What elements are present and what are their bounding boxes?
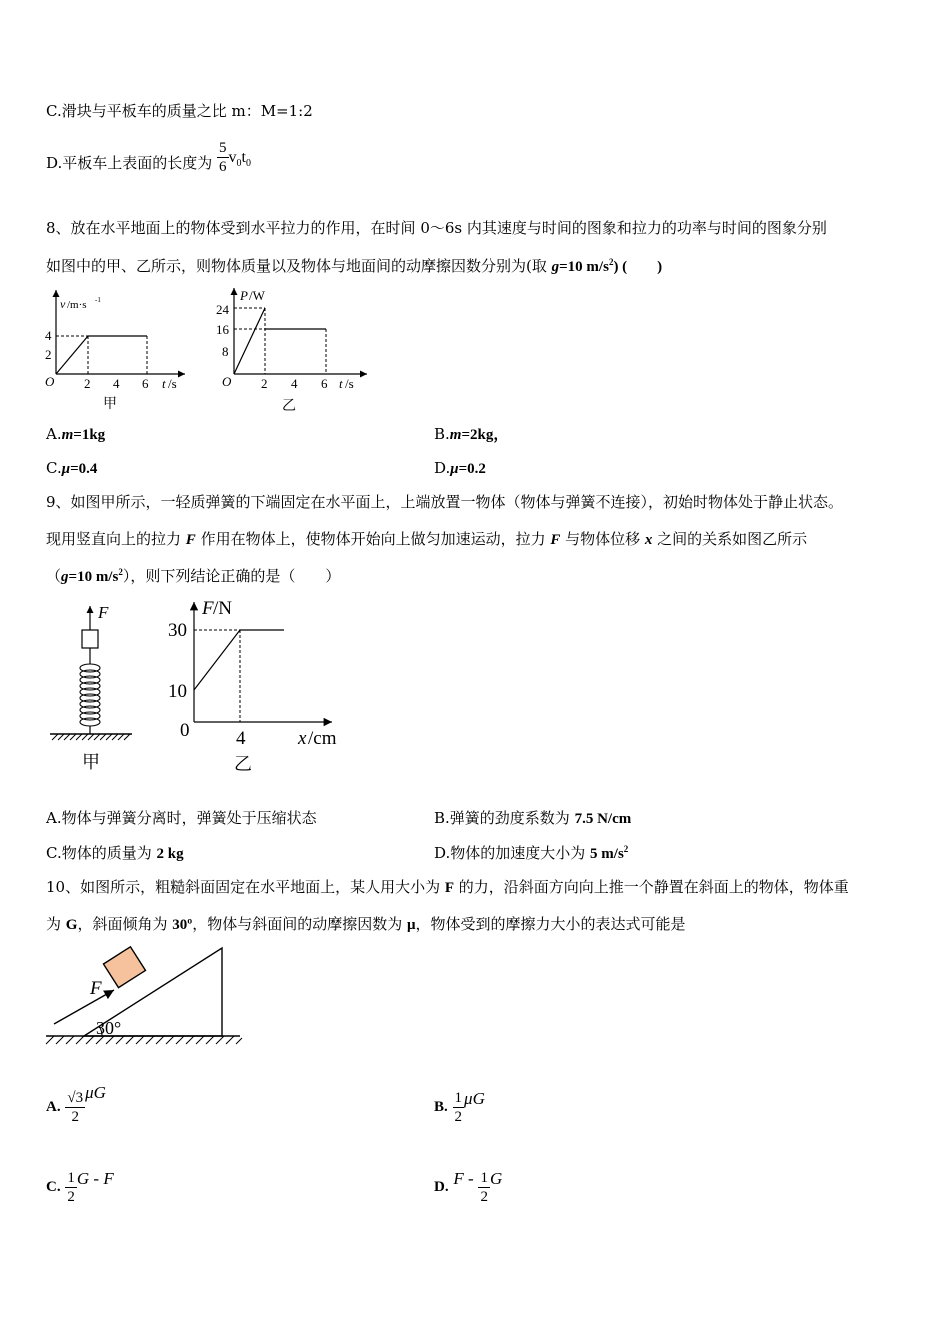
origin-label: O	[45, 374, 55, 389]
x-tick-2: 2	[84, 376, 91, 391]
angle-label: 30°	[96, 1018, 122, 1038]
x-tick-6: 6	[321, 376, 328, 391]
x-tick-4: 4	[291, 376, 298, 391]
block	[103, 947, 145, 988]
x-tick-6: 6	[142, 376, 149, 391]
svg-text:/s: /s	[168, 376, 177, 391]
svg-text:-1: -1	[95, 296, 101, 304]
x-tick-2: 2	[261, 376, 268, 391]
q8-option-d: D.μ=0.2	[434, 459, 486, 477]
q9-spring-figure	[44, 600, 144, 778]
x-axis-label: x	[298, 728, 307, 749]
y-axis-label: F	[202, 598, 214, 619]
y-axis-label: P	[240, 288, 248, 303]
power-series-rise	[234, 308, 265, 374]
graph-title-yi: 乙	[282, 399, 296, 414]
svg-text:/W: /W	[249, 288, 265, 303]
q7-option-d-text: D.平板车上表面的长度为	[46, 154, 213, 172]
q10-option-c-fraction: $\frac{1}{2}$	[67, 1169, 75, 1205]
spring-coils	[80, 664, 100, 726]
block	[82, 630, 98, 648]
x-tick-4: 4	[113, 376, 120, 391]
x-tick-4: 4	[236, 728, 246, 749]
q9-option-c: C.物体的质量为 2 kg	[46, 844, 184, 862]
y-tick-4: 4	[45, 328, 52, 343]
y-tick-10: 10	[168, 681, 187, 702]
force-series-line	[194, 630, 284, 690]
q8-power-time-graph	[212, 284, 372, 414]
q10-option-b-fraction: $\frac{1}{2}$	[454, 1089, 463, 1125]
q8-velocity-time-graph	[40, 286, 190, 414]
q8-stem-line1: 8、放在水平地面上的物体受到水平拉力的作用，在时间 0～6s 内其速度与时间的图象和拉力的功率与时间的图象分别	[46, 219, 827, 237]
q9-option-b: B.弹簧的劲度系数为 7.5 N/cm	[434, 809, 632, 827]
svg-text:/N: /N	[213, 598, 232, 619]
fraction-numerator: 5	[219, 139, 227, 156]
origin-label: 0	[180, 720, 190, 741]
fraction-denominator: 6	[219, 158, 227, 175]
y-tick-16: 16	[216, 322, 229, 337]
q9-stem-line2: 现用竖直向上的拉力 F 作用在物体上，使物体开始向上做匀加速运动，拉力 F 与物体位移 x 之间的关系如图乙所示	[46, 530, 808, 548]
q10-incline-figure	[40, 944, 250, 1056]
q8-option-b: B.m=2kg，	[434, 425, 509, 443]
q7-option-d-fraction	[217, 139, 229, 176]
q10-option-a-fraction: $\frac{√3}{2}$	[67, 1089, 84, 1125]
force-label: F	[90, 978, 102, 999]
x-axis-label: t	[339, 376, 343, 391]
q7-option-c: C.滑块与平板车的质量之比 m：M=1:2	[46, 102, 313, 120]
q7-option-d-expr: $v_0t_0$	[228, 149, 251, 170]
x-axis-label: t	[162, 376, 166, 391]
y-tick-2: 2	[45, 347, 52, 362]
q9-option-d: D.物体的加速度大小为 5 $m/s^2$	[434, 844, 629, 862]
q10-option-c: C. $\frac{1}{2}$ G - F	[46, 1169, 114, 1205]
y-axis-label: v	[60, 297, 66, 311]
svg-text:/cm: /cm	[308, 728, 337, 749]
graph-title-yi: 乙	[234, 754, 252, 774]
q8-stem-line2: 如图中的甲、乙所示，则物体质量以及物体与地面间的动摩擦因数分别为(取 g=10 $m/s^2$) ( )	[46, 257, 663, 275]
origin-label: O	[222, 374, 232, 389]
figure-label-jia: 甲	[82, 752, 100, 772]
q10-option-d-fraction: $\frac{1}{2}$	[480, 1169, 488, 1205]
q10-stem-line1: 10、如图所示，粗糙斜面固定在水平地面上，某人用大小为 F 的力，沿斜面方向向上推一个静置在斜面上的物体，物体重	[46, 878, 849, 896]
q10-option-b: B. $\frac{1}{2}$ μG	[434, 1089, 485, 1125]
q10-stem-line2: 为 G，斜面倾角为 30º，物体与斜面间的动摩擦因数为 μ，物体受到的摩擦力大小的表达式可能是	[46, 915, 686, 933]
y-tick-24: 24	[216, 302, 229, 317]
q9-stem-line1: 9、如图甲所示，一轻质弹簧的下端固定在水平面上，上端放置一物体（物体与弹簧不连接），初始时物体处于静止状态。	[46, 493, 844, 511]
force-label: F	[98, 603, 109, 622]
y-axis-unit: /m·s	[67, 299, 87, 311]
q10-option-d: D. F - $\frac{1}{2}$ G	[434, 1169, 503, 1205]
y-tick-30: 30	[168, 620, 187, 641]
q8-option-c: C.μ=0.4	[46, 459, 98, 477]
q9-force-displacement-graph	[160, 596, 350, 778]
q7-option-d	[46, 138, 251, 183]
velocity-series-line	[56, 336, 147, 374]
q10-option-a: A. $\frac{√3}{2}$ μG	[46, 1083, 106, 1125]
q9-option-a: A.物体与弹簧分离时，弹簧处于压缩状态	[46, 809, 317, 827]
q8-option-a: A.m=1kg	[46, 425, 106, 443]
y-tick-8: 8	[222, 344, 229, 359]
graph-title-jia: 甲	[103, 397, 117, 412]
q9-stem-line3: （g=10 $m/s^2$），则下列结论正确的是（ ）	[46, 567, 341, 585]
svg-text:/s: /s	[345, 376, 354, 391]
